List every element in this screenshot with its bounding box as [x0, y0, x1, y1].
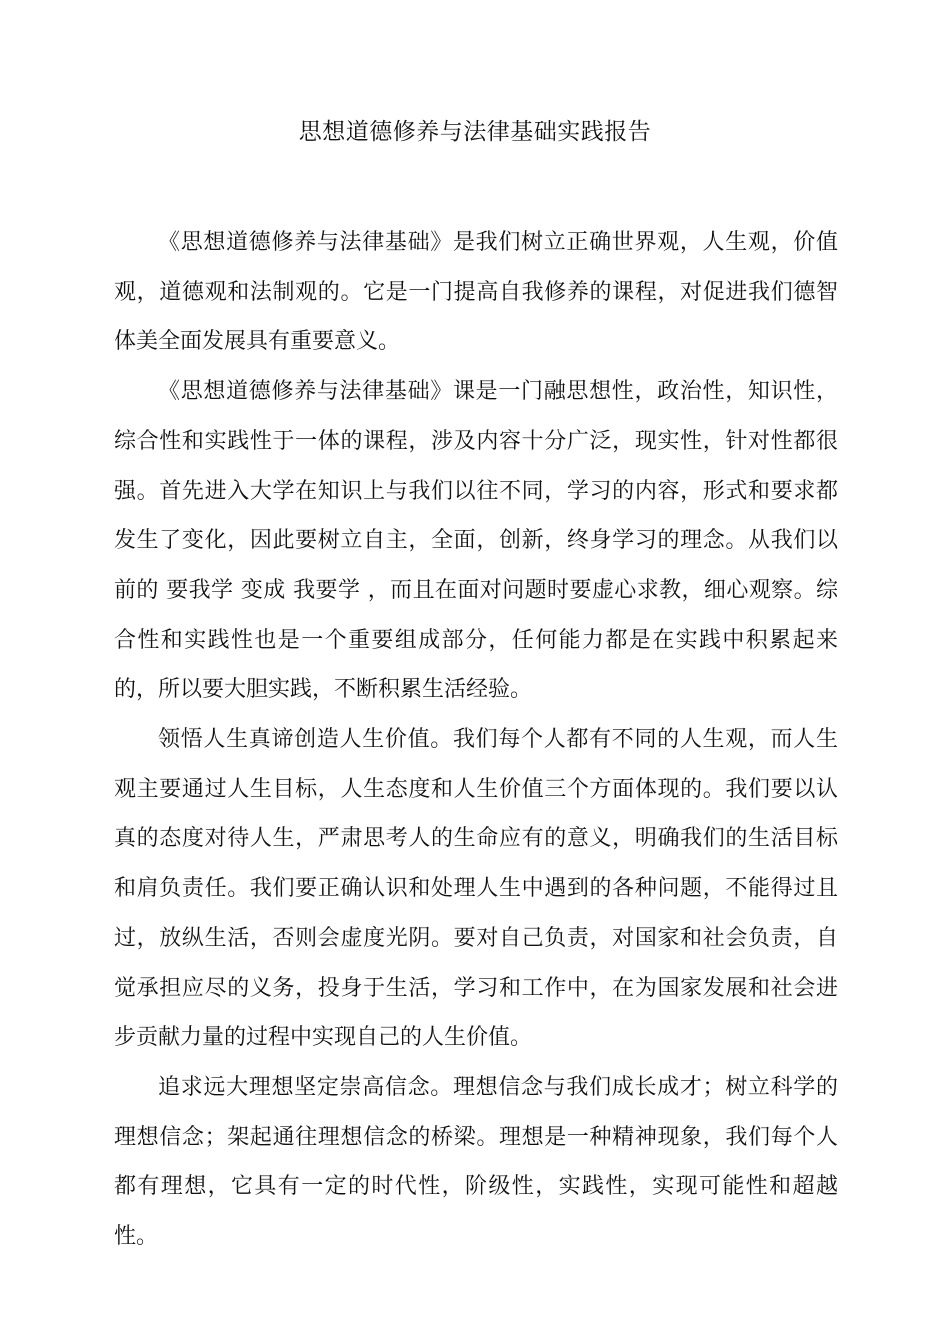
paragraph: 追求远大理想坚定崇高信念。理想信念与我们成长成才；树立科学的理想信念；架起通往理想信念的桥梁。理想是一种精神现象，我们每个人都有理想，它具有一定的时代性，阶级性，实践性，实现可能性和超越性。	[114, 1074, 838, 1250]
paragraph: 《思想道德修养与法律基础》是我们树立正确世界观，人生观，价值观，道德观和法制观的。它是一门提高自我修养的课程，对促进我们德智体美全面发展具有重要意义。	[114, 230, 838, 355]
document-body	[114, 218, 838, 1262]
paragraph: 领悟人生真谛创造人生价值。我们每个人都有不同的人生观，而人生观主要通过人生目标，人生态度和人生价值三个方面体现的。我们要以认真的态度对待人生，严肃思考人的生命应有的意义，明确我们的生活目标和肩负责任。我们要正确认识和处理人生中遇到的各种问题，不能得过且过，放纵生活，否则会虚度光阴。要对自己负责，对国家和社会负责，自觉承担应尽的义务，投身于生活，学习和工作中，在为国家发展和社会进步贡献力量的过程中实现自己的人生价值。	[114, 727, 838, 1051]
document-title: 思想道德修养与法律基础实践报告	[298, 119, 652, 145]
paragraph: 《思想道德修养与法律基础》课是一门融思想性，政治性，知识性，综合性和实践性于一体的课程，涉及内容十分广泛，现实性，针对性都很强。首先进入大学在知识上与我们以往不同，学习的内容，形式和要求都发生了变化，因此要树立自主，全面，创新，终身学习的理念。从我们以前的 要我学 变成 我要学 ，而且在面对问题时要虚心求教，细心观察。综合性和实践性也是一个重要组成部分，任何能力都是在实践中积累起来的，所以要大胆实践，不断积累生活经验。	[114, 379, 838, 703]
